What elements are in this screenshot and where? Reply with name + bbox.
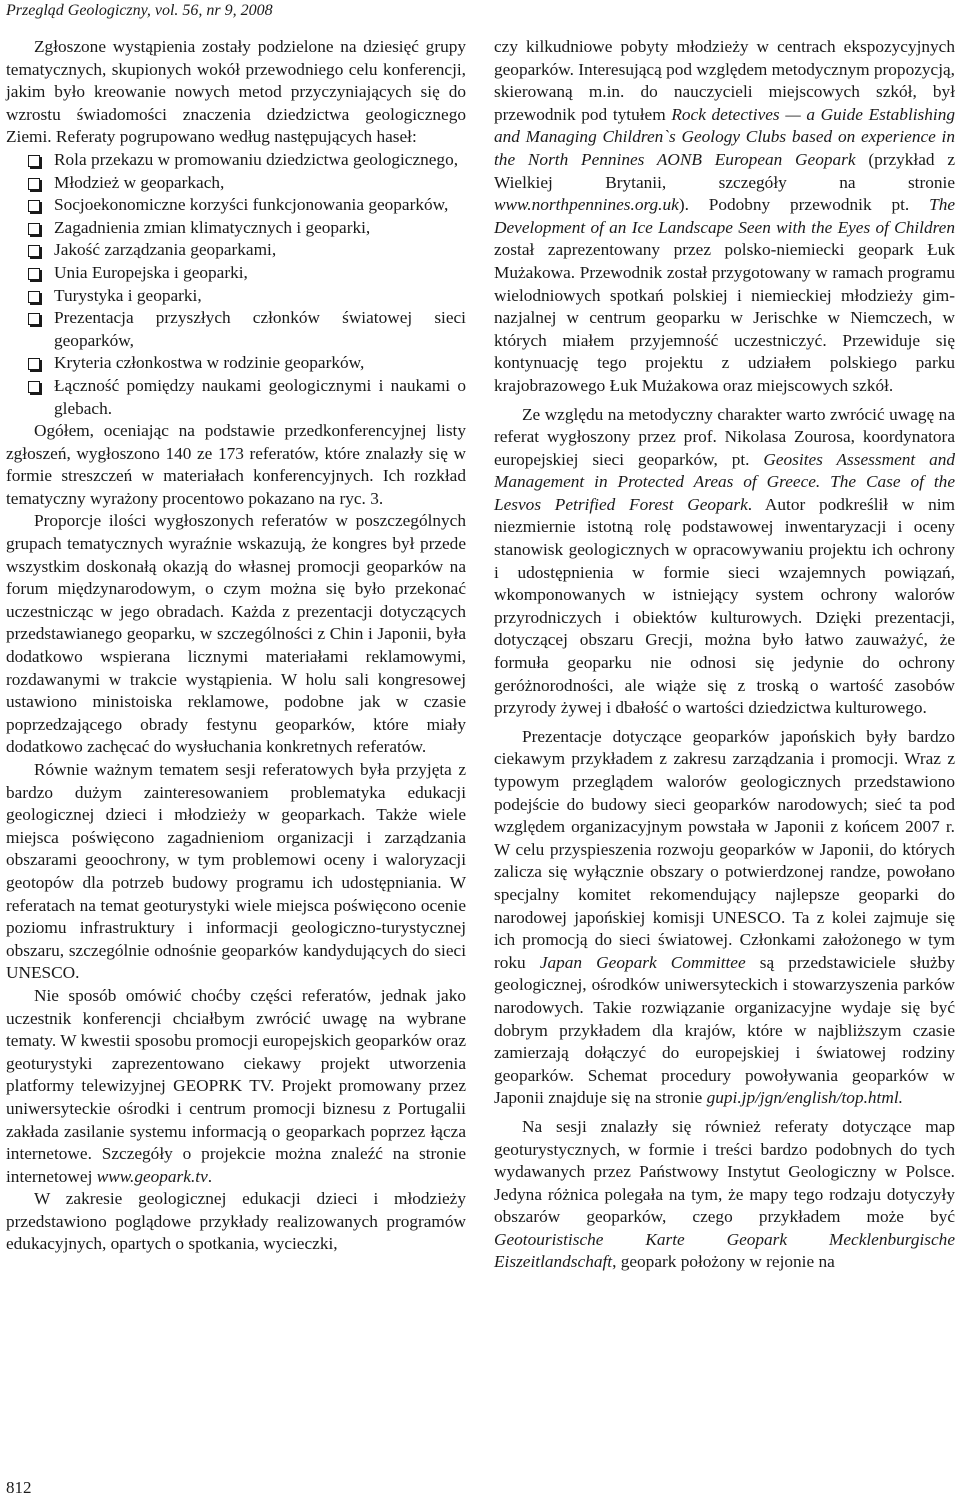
- paragraph-rock-detectives: czy kilkudniowe pobyty młodzieży w centrach ekspozycyjnych geoparków. Interesującą pod względem metodycznym propozycją, skierowaną m.in. do nauczycieli miejscowych szkół, był przewodnik pod tytułem Rock detectives — a Guide Establishing and Managing Children`s Geology Clubs based on experience in the North Pennines AONB European Geopark (przykład z Wielkiej Brytanii, szczegóły na stronie www.northpennines.org.uk). Podobny przewodnik pt. The Development of an Ice Landscape Seen with the Eyes of Children został zaprezentowany przez polsko-niemiecki geopark Łuk Mużakowa. Przewodnik został przygotowany w ramach programu wielodniowych spotkań polskiej i niemieckiej młodzieży gimnazjalnej w centrum geoparku w Jerischke w Niemczech, w których miałem przyjemność uczestniczyć. Przewiduje się kontynuację tego projektu z udziałem polskiego parku krajobrazowego Łuk Mużakowa oraz miejscowych szkół.: [494, 37, 955, 395]
- checkbox-bullet-icon: [28, 200, 40, 212]
- paragraph-japan: Prezentacje dotyczące geoparków japońskich były bardzo ciekawym przykładem z zakresu zarządzania i promocji. Wraz z typowym przeglądem walorów geologicznych przedstawiono podejście do budowy sieci geoparków narodowych; sieć ta pod względem organizacyjnym powstała w Japonii z końcem 2007 r. W celu przyspieszenia rozwoju geoparków w Japonii, do których zalicza się wyłącznie obszary o potwierdzonej randze, powołano specjalny komitet rekomendujący najlepsze geoparki do narodowej japońskiej komisji UNESCO. Ta z kolei zajmuje się ich promocją do sieci światowej. Członkami założonego w tym roku Japan Geopark Committee są przedstawiciele służby geologicznej, ośrodków uniwersyteckich i stowarzyszenia parków narodowych. Takie rozwiązanie organizacyjne wydaje się być dobrym przykładem dla krajów, które w najbliższym czasie zamierzają dołączyć do europejskiej i światowej rodziny geoparków. Schemat procedury powoływania geoparków w Japonii znajduje się na stronie gupi.jp/jgn/english/top.html.: [494, 726, 955, 1108]
- list-item: Kryteria członkostwa w rodzinie geoparków,: [6, 352, 466, 375]
- list-item: Jakość zarządzania geoparkami,: [6, 239, 466, 262]
- checkbox-bullet-icon: [28, 291, 40, 303]
- list-item: Turystyka i geoparki,: [6, 285, 466, 308]
- checkbox-bullet-icon: [28, 155, 40, 167]
- paragraph-intro: Zgłoszone wystąpienia zostały podzielone na dziesięć grupy tematycznych, skupionych wokół przewodniego celu konferencji, jakim było kreowanie nowych metod przyczyniających się do wzrostu świadomości znaczenia dziedzictwa geologicznego Ziemi. Referaty pogrupowano według następujących haseł:: [6, 37, 466, 147]
- list-item: Zagadnienia zmian klimatycznych i geoparki,: [6, 217, 466, 240]
- list-item: Rola przekazu w promowaniu dziedzictwa geologicznego,: [6, 149, 466, 172]
- paragraph-proportions: Proporcje ilości wygłoszonych referatów w poszczególnych grupach tematycznych wyraźnie wskazują, że kongres był przede wszystkim doskonałą okazją do własnej promocji geoparków na forum międzynarodowym, o czym można się było przekonać uczestnicząc w jego obradach. Każda z prezentacji dotyczących przedstawianego geoparku, w szczególności z Chin i Japonii, była dodatkowo wspierana licznymi materiałami reklamowymi, rozdawanymi w trakcie wystąpienia. W holu sali kongresowej ustawiono ministoiska reklamowe, podobne jak w czasie poprzedzającego obrady festynu geoparków, które miały dodatkowo zachęcać do wysłuchania konkretnych referatów.: [6, 511, 466, 757]
- checkbox-bullet-icon: [28, 245, 40, 257]
- list-item: Młodzież w geoparkach,: [6, 172, 466, 195]
- list-item: Łączność pomiędzy naukami geologicznymi i naukami o glebach.: [6, 375, 466, 420]
- journal-header: Przegląd Geologiczny, vol. 56, nr 9, 2008: [6, 2, 273, 19]
- geopark-tv-link[interactable]: www.geopark.tv: [96, 1166, 208, 1186]
- checkbox-bullet-icon: [28, 381, 40, 393]
- list-item: Prezentacja przyszłych członków światowej sieci geoparków,: [6, 307, 466, 352]
- northpennines-link[interactable]: www.northpennines.org.uk: [494, 195, 679, 215]
- paragraph-geopark-tv: Nie sposób omówić choćby części referatów, jednak jako uczestnik konferencji chciałbym zwrócić uwagę na wybrane tematy. W kwestii sposobu promocji europejskich geoparków oraz geoturystyki zaprezentowano ciekawy projekt utworzenia platformy telewizyjnej GEOPRK TV. Projekt promowany przez uniwersyteckie ośrodki i centrum promocji biznesu z Portugalii zakłada zasilanie systemu informacją o geoparkach poprzez łącza internetowe. Szczegóły o projekcie można znaleźć na stronie internetowej www.geopark.tv.: [6, 985, 466, 1186]
- checkbox-bullet-icon: [28, 313, 40, 325]
- checkbox-bullet-icon: [28, 358, 40, 370]
- topic-list: [6, 149, 466, 420]
- left-column: [6, 36, 466, 1256]
- checkbox-bullet-icon: [28, 178, 40, 190]
- checkbox-bullet-icon: [28, 223, 40, 235]
- paragraph-overview: Ogółem, oceniając na podstawie przedkonferencyjnej listy zgłoszeń, wygłoszono 140 ze 173 referatów, które znalazły się w formie streszczeń w materiałach konferencyjnych. Ich rozkład tematyczny wyrażony procentowo pokazano na ryc. 3.: [6, 421, 466, 508]
- list-item: Unia Europejska i geoparki,: [6, 262, 466, 285]
- list-item: Socjoekonomiczne korzyści funkcjonowania geoparków,: [6, 194, 466, 217]
- gupi-link[interactable]: gupi.jp/jgn/english/top.html.: [706, 1088, 903, 1108]
- checkbox-bullet-icon: [28, 268, 40, 280]
- page-number: 812: [6, 1478, 32, 1497]
- paragraph-education: Równie ważnym tematem sesji referatowych była przyjęta z bardzo dużym zainteresowaniem problematyka edukacji geologicznej dzieci i młodzieży w geoparkach. Także wiele miejsca poświęcono zagadnieniom organizacji i zarządzania obszarami geoochrony, w tym problemowi oceny i waloryzacji geotopów dla potrzeb budowy programu ich udostępniania. W referatach na temat geoturystyki wiele miejsca poświęcono ocenie poziomu infrastruktury i informacji geologiczno-turystycznej obszaru, szczególnie odnośnie geoparków kandydujących do sieci UNESCO.: [6, 760, 466, 983]
- paragraph-maps: Na sesji znalazły się również referaty dotyczące map geoturystycznych, w formie i treści bardzo podobnych do tych wydawanych przez Państwowy Instytut Geologiczny w Polsce. Jedyna różnica polegała na tym, że mapy tego rodzaju dotyczyły obszarów geoparków, czego przykładem może być Geotouristische Karte Geopark Mecklenburgische Eiszeitlandschaft, geopark położony w rejonie na: [494, 1116, 955, 1272]
- right-column: [494, 36, 955, 1274]
- paragraph-zouros: Ze względu na metodyczny charakter warto zwrócić uwagę na referat wygłoszony przez prof. Nikolasa Zourosa, koordynatora europejskiej sieci geoparków, pt. Geosites Assessment and Management in Protected Areas of Greece. The Case of the Lesvos Petrified Forest Geopark. Autor podkreślił w nim niezmiernie istotną rolę podstawowej inwentaryzacji i oceny stanowisk geologicznych w opracowywaniu projektu ich ochrony i udostępnienia w formie sieci wzajemnych powiązań, wkomponowanych w istniejący system ochrony walorów przyrodniczych i obiektów kulturowych. Dzięki prezentacji, dotyczącej obszaru Grecji, można było łatwo zauważyć, że formuła geoparku nie odnosi się jedynie do ochrony geróżnorodności, ale wiąże się z troską o wartość zasobów przyrody żywej i dbałość o wartości dziedzictwa kulturowego.: [494, 404, 955, 718]
- paragraph-youth-education: W zakresie geologicznej edukacji dzieci i młodzieży przedstawiono poglądowe przykłady realizowanych programów edukacyjnych, opartych o spotkania, wycieczki,: [6, 1189, 466, 1254]
